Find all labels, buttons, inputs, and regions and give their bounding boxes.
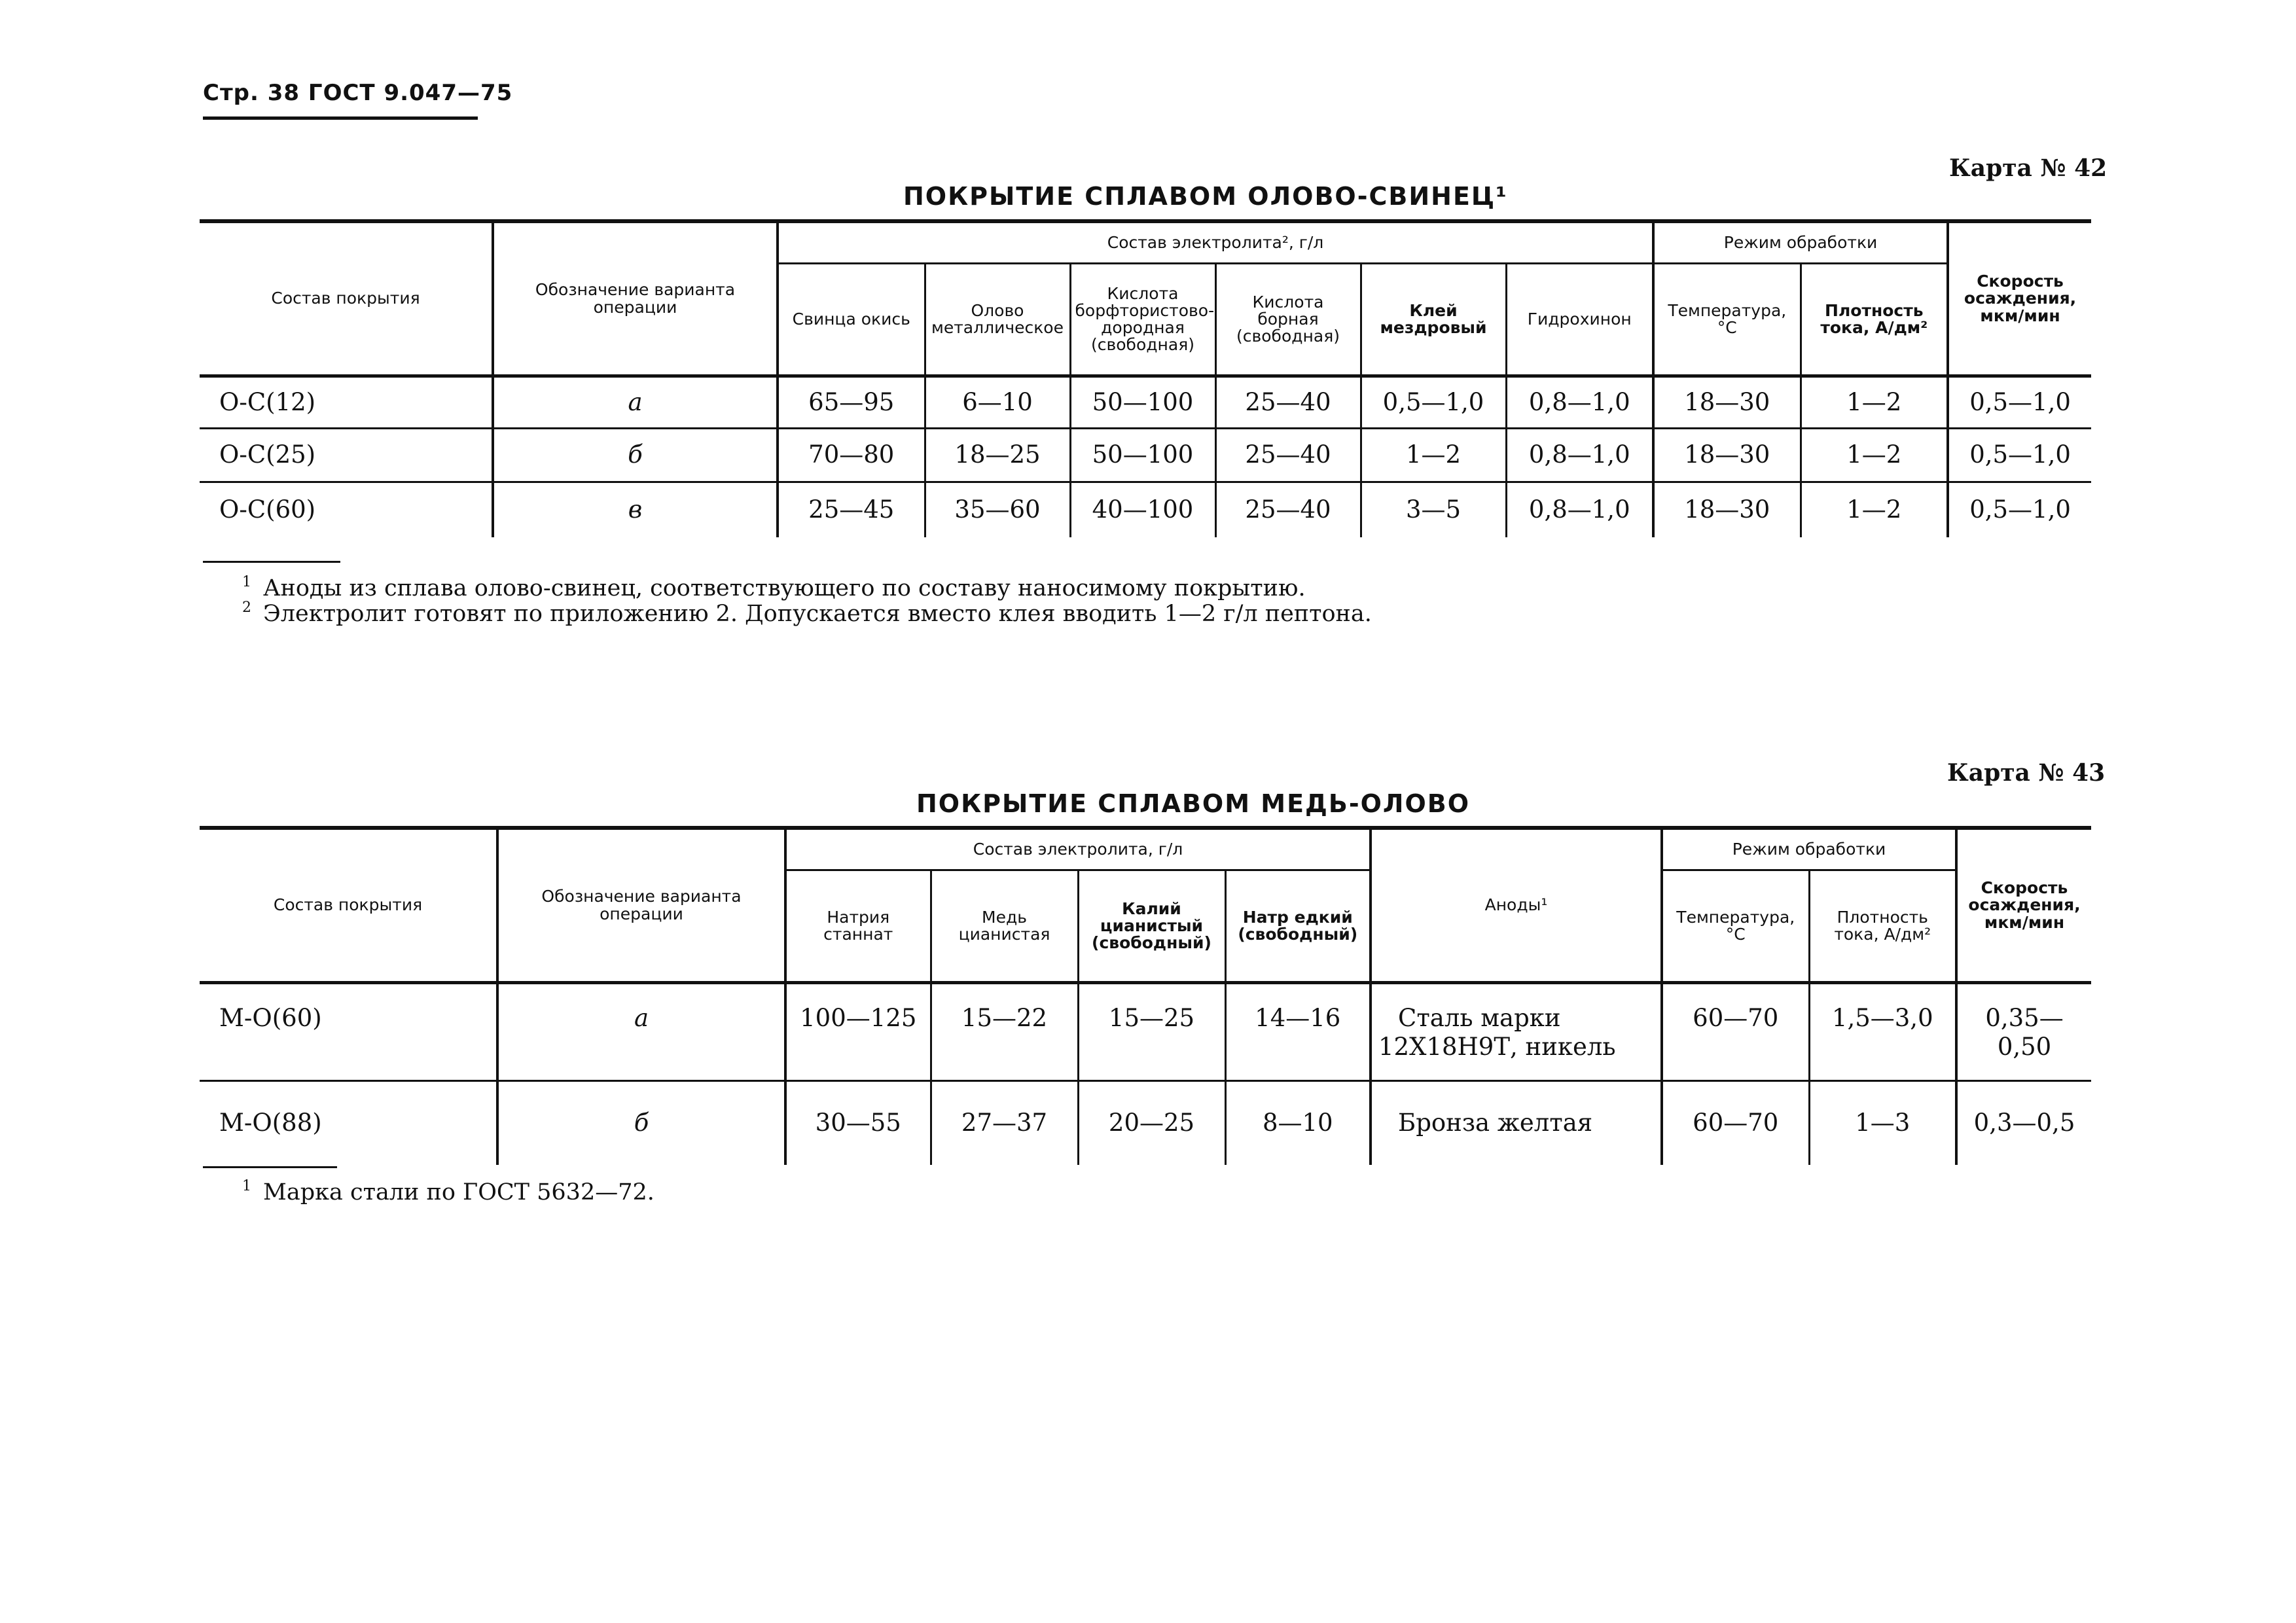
value-cell: 1—2	[1801, 376, 1948, 429]
variant-cell: а	[497, 983, 785, 1081]
header-tin-metal: Олово металлическое	[925, 264, 1070, 376]
card-43-table	[200, 826, 2091, 1165]
footnote-text: Электролит готовят по приложению 2. Допускается вместо клея вводить 1—2 г/л пептона.	[263, 601, 1372, 627]
header-temperature: Температура, °С	[1653, 264, 1801, 376]
header-speed: Скорость осаждения, мкм/мин	[1948, 221, 2091, 376]
value-cell: 18—30	[1653, 376, 1801, 429]
value-cell: 1—2	[1801, 482, 1948, 537]
card-42-number: Карта № 42	[1949, 154, 2108, 182]
anode-cell	[1371, 983, 1662, 1081]
value-cell: 30—55	[785, 1081, 931, 1165]
table-row	[200, 376, 2091, 429]
variant-cell: а	[493, 376, 778, 429]
anode-cell: Бронза желтая	[1371, 1081, 1662, 1165]
header-anodes: Аноды¹	[1371, 828, 1662, 983]
value-cell: 1—2	[1361, 429, 1506, 482]
value-cell: 25—40	[1215, 482, 1361, 537]
header-mode-group: Режим обработки	[1662, 828, 1956, 870]
header-temperature: Температура, °С	[1662, 870, 1809, 983]
variant-cell: в	[493, 482, 778, 537]
value-cell: 70—80	[778, 429, 925, 482]
value-cell: 35—60	[925, 482, 1070, 537]
value-cell: 0,5—1,0	[1948, 376, 2091, 429]
coating-cell: О-С(60)	[219, 495, 316, 524]
table-row	[200, 983, 2091, 1081]
footnote-rule	[203, 1166, 337, 1168]
header-mode-group: Режим обработки	[1653, 221, 1948, 264]
value-cell: 8—10	[1225, 1081, 1371, 1165]
coating-cell: О-С(12)	[200, 376, 493, 429]
table-row	[200, 429, 2091, 482]
coating-cell: М-О(60)	[200, 983, 497, 1081]
value-cell: 65—95	[778, 376, 925, 429]
header-copper-cyanide: Медь цианистая	[931, 870, 1078, 983]
page-header: Стр. 38 ГОСТ 9.047—75	[203, 80, 513, 106]
anode-line-2: 12Х18Н9Т, никель	[1378, 1033, 1616, 1061]
card-42-footnote-2	[242, 599, 1372, 627]
header-variant: Обозначение варианта операции	[497, 828, 785, 983]
value-cell: 1—2	[1801, 429, 1948, 482]
header-electrolyte-group: Состав электролита, г/л	[785, 828, 1371, 870]
header-current-density: Плотность тока, А/дм²	[1809, 870, 1956, 983]
table-row	[200, 1081, 2091, 1165]
header-current-density: Плотность тока, А/дм²	[1801, 264, 1948, 376]
card-42-table	[200, 219, 2091, 537]
header-electrolyte-group: Состав электролита², г/л	[778, 221, 1653, 264]
footnote-mark: 2	[242, 599, 251, 616]
value-cell: 18—30	[1653, 429, 1801, 482]
footnote-text: Аноды из сплава олово-свинец, соответствующего по составу наносимому покрытию.	[263, 575, 1306, 601]
value-cell: 3—5	[1361, 482, 1506, 537]
value-cell: 18—25	[925, 429, 1070, 482]
value-cell: 25—40	[1215, 376, 1361, 429]
card-43-number: Карта № 43	[1947, 759, 2106, 787]
value-cell: 15—22	[931, 983, 1078, 1081]
anode-line-1: Сталь марки	[1398, 1004, 1561, 1032]
value-cell: 0,5—1,0	[1948, 429, 2091, 482]
card-42-footnote-1	[242, 574, 1306, 601]
header-speed: Скорость осаждения, мкм/мин	[1956, 828, 2091, 983]
value-cell: 27—37	[931, 1081, 1078, 1165]
variant-cell: б	[493, 429, 778, 482]
footnote-mark: 1	[242, 1178, 251, 1194]
value-cell: 25—45	[778, 482, 925, 537]
header-potassium-cyanide: Калий цианистый (свободный)	[1078, 870, 1225, 983]
card-43-title: ПОКРЫТИЕ СПЛАВОМ МЕДЬ-ОЛОВО	[916, 789, 1471, 818]
header-fluoroboric-acid: Кислота борфтористово-дородная (свободная)	[1070, 264, 1215, 376]
value-cell: 0,5—1,0	[1948, 482, 2091, 537]
footnote-rule	[203, 561, 340, 563]
header-lead-oxide: Свинца окись	[778, 264, 925, 376]
value-cell: 0,8—1,0	[1506, 376, 1653, 429]
value-cell: 100—125	[785, 983, 931, 1081]
header-rule	[203, 116, 478, 120]
variant-cell: б	[497, 1081, 785, 1165]
value-cell: 0,8—1,0	[1506, 482, 1653, 537]
value-cell: 40—100	[1070, 482, 1215, 537]
value-cell: 1,5—3,0	[1809, 983, 1956, 1081]
footnote-mark: 1	[242, 574, 251, 590]
value-cell: 20—25	[1078, 1081, 1225, 1165]
header-coating: Состав покрытия	[200, 828, 497, 983]
value-cell: 0,8—1,0	[1506, 429, 1653, 482]
value-cell: 1—3	[1809, 1081, 1956, 1165]
value-cell: 60—70	[1662, 1081, 1809, 1165]
value-cell: 14—16	[1225, 983, 1371, 1081]
header-coating: Состав покрытия	[200, 221, 493, 376]
value-cell: 0,5—1,0	[1361, 376, 1506, 429]
value-cell: 60—70	[1662, 983, 1809, 1081]
card-42-title: ПОКРЫТИЕ СПЛАВОМ ОЛОВО-СВИНЕЦ¹	[903, 182, 1508, 211]
table-row	[200, 482, 2091, 537]
header-variant: Обозначение варианта операции	[493, 221, 778, 376]
value-cell: 50—100	[1070, 429, 1215, 482]
value-cell: 0,3—0,5	[1956, 1081, 2091, 1165]
card-43-footnote-1	[242, 1178, 655, 1205]
header-boric-acid: Кислота борная (свободная)	[1215, 264, 1361, 376]
header-hydroquinone: Гидрохинон	[1506, 264, 1653, 376]
header-glue: Клей мездровый	[1361, 264, 1506, 376]
header-sodium-hydroxide: Натр едкий (свободный)	[1225, 870, 1371, 983]
coating-cell: О-С(25)	[200, 429, 493, 482]
value-cell: 18—30	[1653, 482, 1801, 537]
header-sodium-stannate: Натрия станнат	[785, 870, 931, 983]
value-cell: 50—100	[1070, 376, 1215, 429]
footnote-text: Марка стали по ГОСТ 5632—72.	[263, 1179, 655, 1205]
coating-cell: М-О(88)	[219, 1109, 322, 1137]
value-cell: 25—40	[1215, 429, 1361, 482]
value-cell: 0,35—0,50	[1956, 983, 2091, 1081]
value-cell: 6—10	[925, 376, 1070, 429]
value-cell: 15—25	[1078, 983, 1225, 1081]
